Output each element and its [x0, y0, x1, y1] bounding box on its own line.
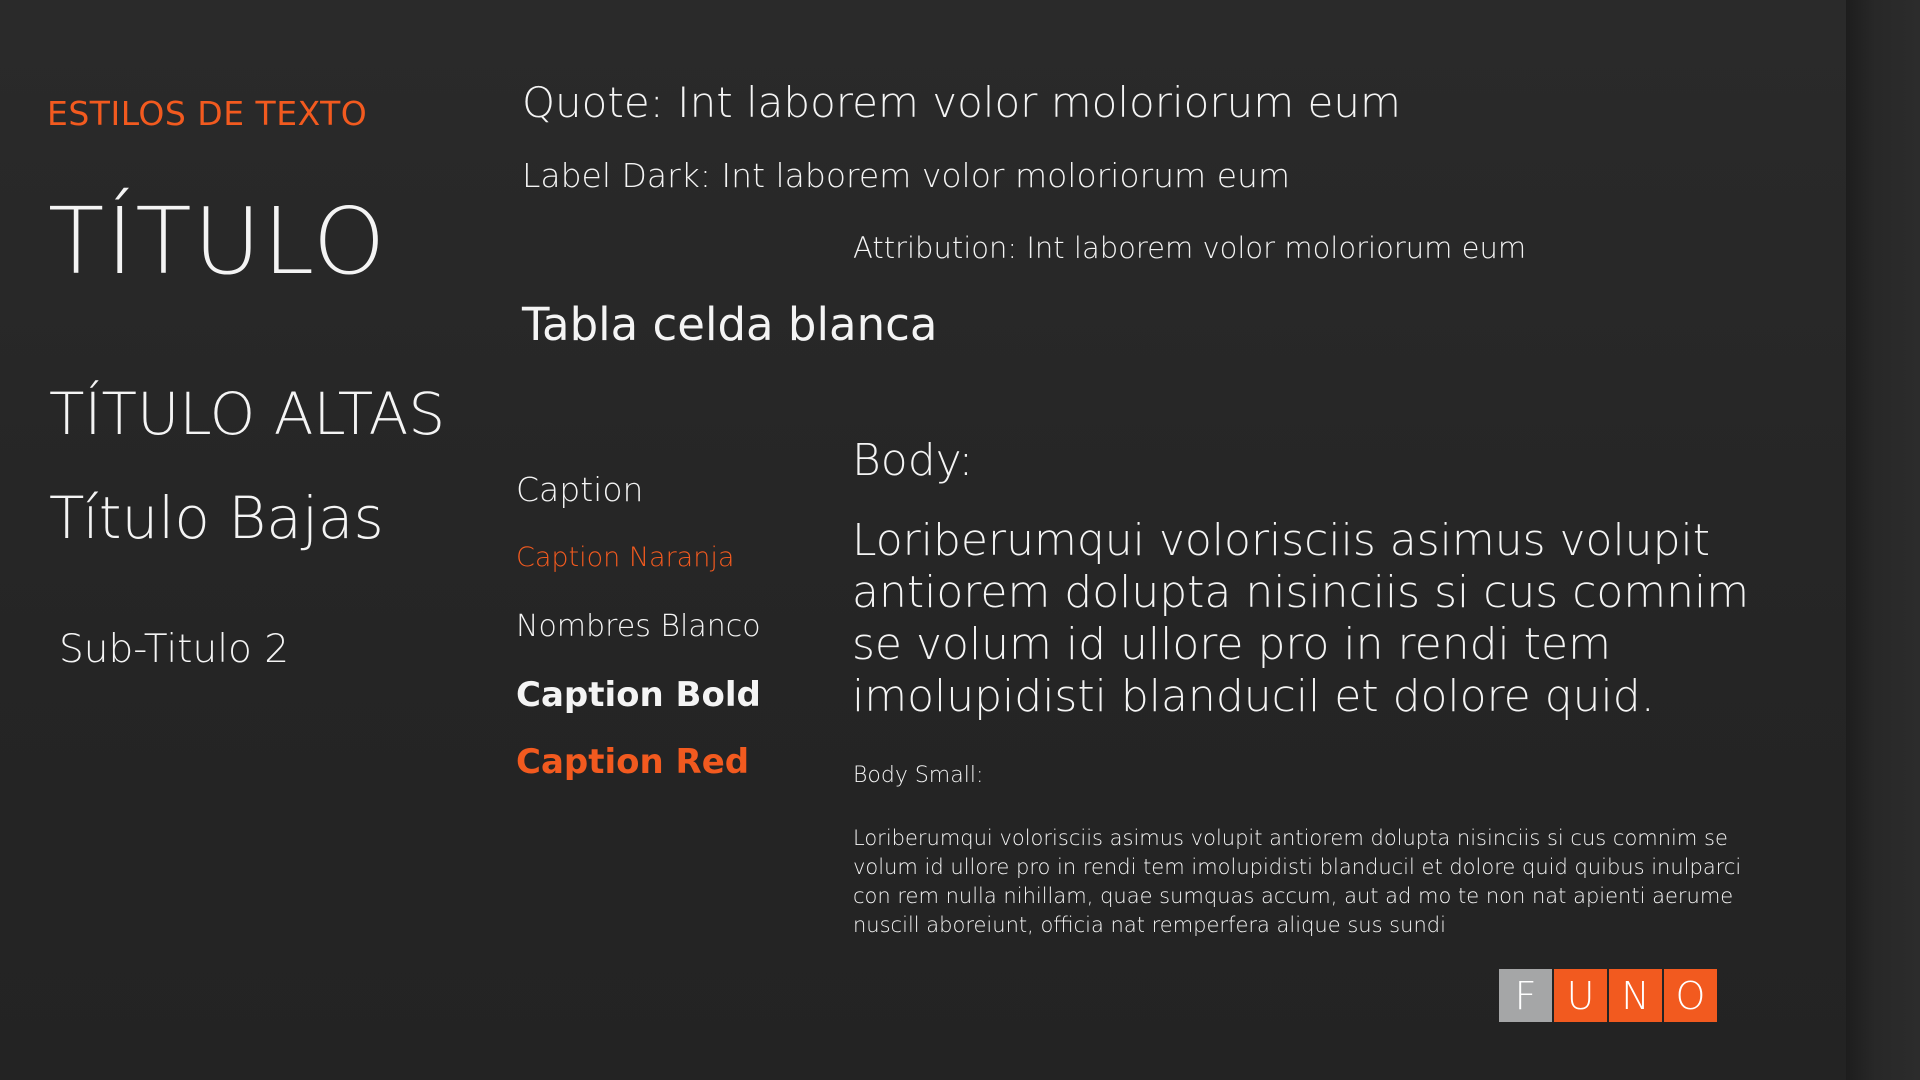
body-small-style-sample: Loriberumqui volorisciis asimus volupit antiorem dolupta nisinciis si cus comnim se volum id ullore pro in rendi tem imolupidisti blanducil et dolore quid quibus inulparci con rem nulla nihillam, quae sumquas accum, aut ad mo te non nat apienti aerume nuscill aboreiunt, officia nat remperfera alique sus sundi	[853, 826, 1742, 937]
label-dark-style-sample: Label Dark: Int laborem volor moloriorum eum	[522, 156, 1291, 195]
logo-letter-n: N	[1609, 969, 1662, 1022]
logo-letter-u: U	[1554, 969, 1607, 1022]
funo-logo	[1499, 969, 1717, 1022]
titulo-bajas-style-sample: Título Bajas	[49, 484, 384, 552]
attribution-style-sample: Attribution: Int laborem volor moloriorum eum	[853, 231, 1527, 265]
section-label: ESTILOS DE TEXTO	[47, 94, 368, 133]
body-style-sample: Loriberumqui volorisciis asimus volupit antiorem dolupta nisinciis si cus comnim se volum id ullore pro in rendi tem imolupidisti blanducil et dolore quid.	[852, 515, 1750, 722]
nombres-blanco-style-sample: Nombres Blanco	[516, 609, 761, 644]
logo-letter-f: F	[1499, 969, 1552, 1022]
tabla-celda-blanca-style-sample: Tabla celda blanca	[522, 298, 938, 351]
titulo-altas-style-sample: TÍTULO ALTAS	[49, 380, 446, 448]
body-small-style-label: Body Small:	[853, 763, 984, 788]
quote-style-sample: Quote: Int laborem volor moloriorum eum	[522, 78, 1401, 127]
caption-style-sample: Caption	[516, 470, 644, 509]
caption-bold-style-sample: Caption Bold	[516, 675, 761, 715]
body-style-label: Body:	[852, 435, 974, 486]
logo-letter-o: O	[1664, 969, 1717, 1022]
caption-naranja-style-sample: Caption Naranja	[516, 542, 735, 573]
caption-red-style-sample: Caption Red	[516, 742, 750, 782]
sub-titulo-style-sample: Sub-Titulo 2	[59, 627, 290, 672]
titulo-style-sample: TÍTULO	[48, 188, 388, 295]
right-edge-panel	[1846, 0, 1920, 1080]
